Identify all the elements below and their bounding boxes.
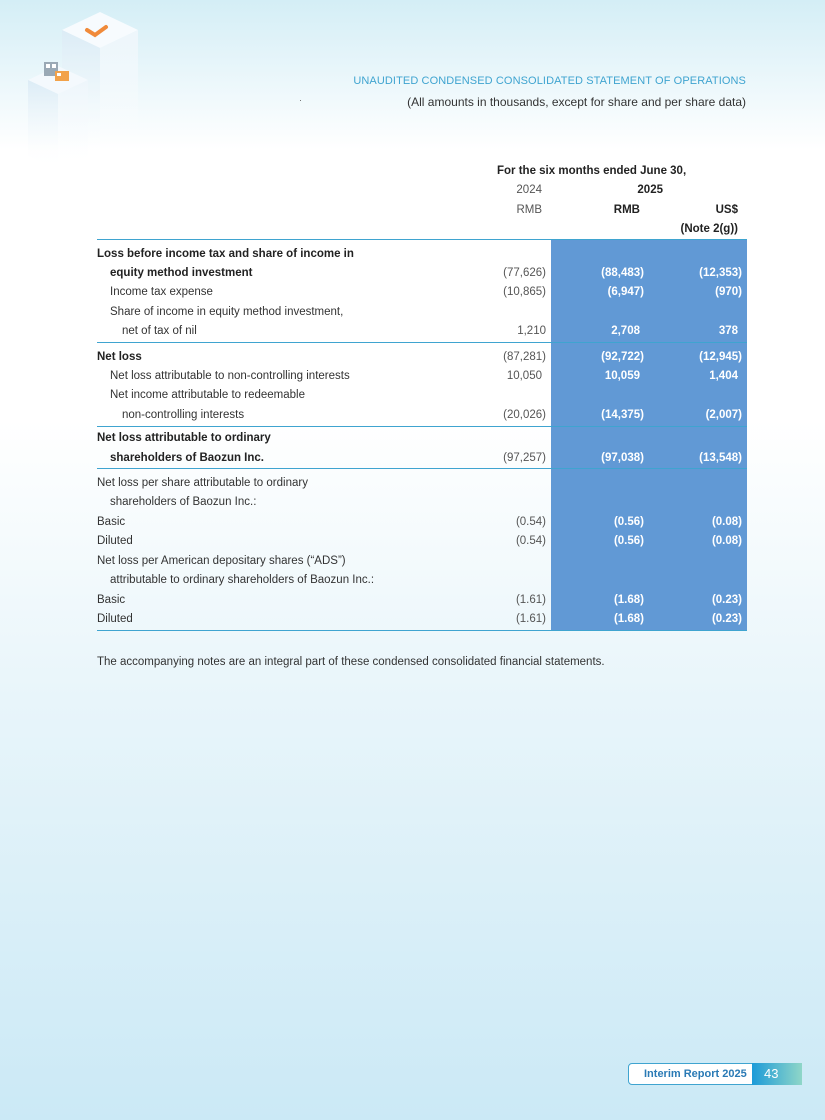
row-label: net of tax of nil xyxy=(122,325,197,337)
value-2024: 10,050 xyxy=(506,370,542,382)
table-row xyxy=(97,610,747,630)
table-row xyxy=(97,303,747,323)
value-usd: (2,007) xyxy=(705,409,742,421)
value-2025: 10,059 xyxy=(604,370,640,382)
row-label: shareholders of Baozun Inc. xyxy=(110,452,264,464)
value-2024: (0.54) xyxy=(515,516,546,528)
row-label: Diluted xyxy=(97,613,133,625)
row-label: Share of income in equity method investment, xyxy=(110,306,344,318)
table-row xyxy=(97,322,747,342)
value-2025: (1.68) xyxy=(613,613,644,625)
row-label: Net loss xyxy=(97,351,142,363)
currency-usd-header: US$ xyxy=(715,204,738,216)
row-label: Loss before income tax and share of income in xyxy=(97,248,354,260)
table-row xyxy=(97,493,747,513)
footnote: The accompanying notes are an integral part of these condensed consolidated financial statements. xyxy=(97,656,605,668)
row-label: Net income attributable to redeemable xyxy=(110,389,305,401)
value-2025: (88,483) xyxy=(601,267,644,279)
section-rule-1 xyxy=(97,342,747,343)
value-usd: (0.23) xyxy=(711,613,742,625)
table-row xyxy=(97,571,747,591)
table-row xyxy=(97,386,747,406)
row-label: Diluted xyxy=(97,535,133,547)
decorative-dot xyxy=(300,100,301,101)
row-label: Basic xyxy=(97,594,126,606)
currency-2025-header: RMB xyxy=(613,204,640,216)
section-rule-2 xyxy=(97,426,747,427)
table-row xyxy=(97,591,747,611)
value-2024: (0.54) xyxy=(515,535,546,547)
table-row xyxy=(97,513,747,533)
value-usd: (0.08) xyxy=(711,535,742,547)
table-row xyxy=(97,474,747,494)
row-label: Net loss per American depositary shares (“ADS”) xyxy=(97,555,346,567)
row-label: attributable to ordinary shareholders of Baozun Inc.: xyxy=(110,574,375,586)
year-2025-header: 2025 xyxy=(637,184,663,196)
table-row xyxy=(97,367,747,387)
row-label: non-controlling interests xyxy=(122,409,245,421)
value-usd: (970) xyxy=(715,286,742,298)
table-row xyxy=(97,552,747,572)
statement-subtitle: (All amounts in thousands, except for share and per share data) xyxy=(407,95,746,109)
table-row xyxy=(97,348,747,368)
table-top-rule xyxy=(97,239,747,240)
value-2024: (10,865) xyxy=(503,286,546,298)
row-label: Basic xyxy=(97,516,126,528)
value-2024: (77,626) xyxy=(503,267,546,279)
value-2025: (0.56) xyxy=(613,535,644,547)
value-2024: (1.61) xyxy=(515,594,546,606)
row-label: Net loss per share attributable to ordinary xyxy=(97,477,308,489)
currency-2024-header: RMB xyxy=(516,204,542,216)
table-row xyxy=(97,283,747,303)
row-label: Net loss attributable to ordinary xyxy=(97,432,271,444)
value-usd: 1,404 xyxy=(709,370,738,382)
table-row xyxy=(97,449,747,469)
table-row xyxy=(97,245,747,265)
statement-heading xyxy=(353,74,746,110)
page-footer xyxy=(628,1063,802,1087)
value-2024: (87,281) xyxy=(503,351,546,363)
row-label: Income tax expense xyxy=(110,286,213,298)
row-label: shareholders of Baozun Inc.: xyxy=(110,496,257,508)
usd-note-header: (Note 2(g)) xyxy=(680,223,738,235)
table-row xyxy=(97,532,747,552)
statement-title: UNAUDITED CONDENSED CONSOLIDATED STATEMENT OF OPERATIONS xyxy=(353,75,746,87)
value-2024: (97,257) xyxy=(503,452,546,464)
value-usd: (12,353) xyxy=(699,267,742,279)
value-2025: (14,375) xyxy=(601,409,644,421)
row-label: equity method investment xyxy=(110,267,253,279)
table-row xyxy=(97,429,747,449)
table-bottom-rule xyxy=(97,630,747,631)
period-header: For the six months ended June 30, xyxy=(497,165,687,177)
value-usd: 378 xyxy=(718,325,738,337)
value-2025: (1.68) xyxy=(613,594,644,606)
value-usd: (13,548) xyxy=(699,452,742,464)
row-label: Net loss attributable to non-controlling interests xyxy=(110,370,350,382)
value-2025: (92,722) xyxy=(601,351,644,363)
value-2025: 2,708 xyxy=(611,325,640,337)
value-2025: (6,947) xyxy=(607,286,644,298)
value-usd: (0.23) xyxy=(711,594,742,606)
value-2025: (97,038) xyxy=(601,452,644,464)
page-number: 43 xyxy=(752,1063,802,1085)
value-usd: (12,945) xyxy=(699,351,742,363)
value-2024: (1.61) xyxy=(515,613,546,625)
table-row xyxy=(97,406,747,426)
report-label: Interim Report 2025 xyxy=(644,1068,747,1080)
value-2024: (20,026) xyxy=(503,409,546,421)
table-row xyxy=(97,264,747,284)
year-2024-header: 2024 xyxy=(516,184,542,196)
decorative-cubes-illustration xyxy=(0,0,300,200)
value-usd: (0.08) xyxy=(711,516,742,528)
value-2024: 1,210 xyxy=(517,325,546,337)
value-2025: (0.56) xyxy=(613,516,644,528)
